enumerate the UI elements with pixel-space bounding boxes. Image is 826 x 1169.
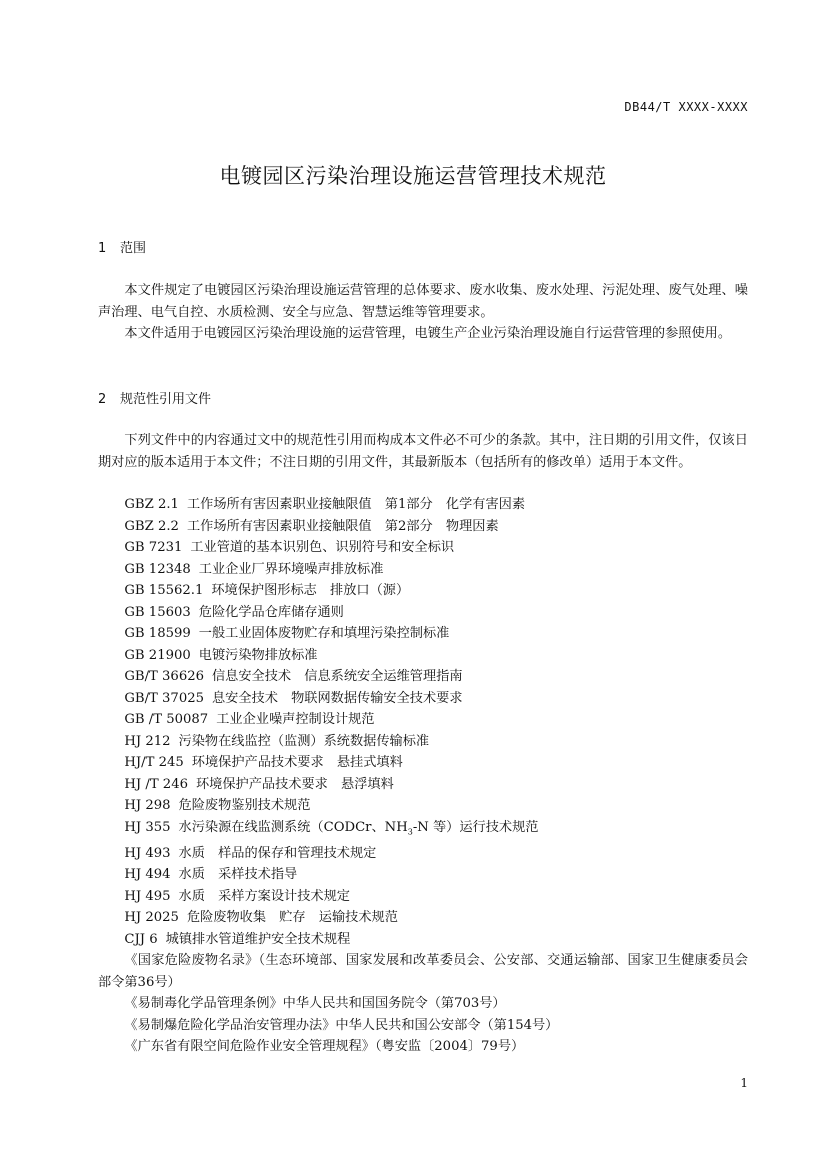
reference-title: 水质 采样技术指导 [178, 867, 298, 883]
section-2-heading [98, 388, 211, 407]
regulation-item: 《广东省有限空间危险作业安全管理规程》（粤安监〔2004〕79号） [124, 1039, 525, 1055]
reference-title: 工业企业噪声控制设计规范 [216, 712, 375, 727]
page-number: 1 [740, 1076, 748, 1090]
reference-code: HJ 495 [124, 888, 171, 904]
reference-item [98, 559, 748, 581]
reference-title: 息安全技术 物联网数据传输安全技术要求 [212, 690, 463, 706]
reference-code: HJ 2025 [124, 910, 179, 926]
document-title: 电镀园区污染治理设施运营管理技术规范 [219, 164, 607, 188]
regulation-item: 《易制爆危险化学品治安管理办法》中华人民共和国公安部令（第154号） [124, 1017, 559, 1033]
reference-title: 危险废物收集 贮存 运输技术规范 [186, 910, 398, 926]
reference-item [98, 752, 748, 774]
reference-title: 污染物在线监控（监测）系统数据传输标准 [178, 733, 430, 749]
normative-references-intro: 下列文件中的内容通过文中的规范性引用而构成本文件必不可少的条款。其中，注日期的引用文件，仅该日期对应的版本适用于本文件；不注日期的引用文件，其最新版本（包括所有的修改单）适用于本文件。 [98, 433, 748, 470]
reference-title [179, 820, 539, 835]
reference-title: 水质 样品的保存和管理技术规定 [178, 845, 377, 861]
reference-code: GBZ 2.2 [124, 518, 179, 534]
reference-item [98, 516, 748, 538]
section-title: 规范性引用文件 [120, 392, 212, 407]
section-number: 2 [98, 392, 107, 407]
reference-item [98, 666, 748, 688]
reference-code: GB 18599 [124, 626, 191, 641]
regulation-item: 《易制毒化学品管理条例》中华人民共和国国务院令（第703号） [124, 996, 506, 1012]
reference-title: 信息安全技术 信息系统安全运维管理指南 [212, 669, 463, 684]
reference-item [98, 602, 748, 624]
reference-code: GB/T 36626 [124, 669, 204, 684]
reference-code: CJJ 6 [124, 931, 158, 947]
reference-item [98, 817, 748, 843]
reference-title: 环境保护产品技术要求 悬挂式填料 [191, 755, 403, 770]
reference-item [98, 494, 748, 516]
reference-code: GB /T 50087 [124, 712, 209, 727]
reference-code: GB 15562.1 [124, 583, 204, 598]
reference-code: HJ 355 [124, 819, 171, 835]
reference-code: HJ/T 245 [124, 755, 184, 770]
reference-item [98, 645, 748, 667]
reference-code: GBZ 2.1 [124, 497, 179, 512]
reference-list [98, 494, 748, 1058]
reference-code: GB 21900 [124, 647, 191, 663]
reference-code: HJ 494 [124, 867, 171, 883]
document-code: DB44/T XXXX-XXXX [624, 100, 748, 114]
reference-title: 工作场所有害因素职业接触限值 第2部分 物理因素 [186, 518, 499, 534]
reference-title: 环境保护图形标志 排放口（源） [211, 583, 410, 598]
regulation-item: 《国家危险废物名录》（生态环境部、国家发展和改革委员会、公安部、交通运输部、国家卫生健康委员会部令第36号） [98, 953, 748, 990]
reference-title: 电镀污染物排放标准 [198, 647, 318, 663]
reference-title-part: 水污染源在线监测系统（CODCr、NH [178, 819, 408, 835]
reference-item [98, 907, 748, 929]
reference-code: HJ 212 [124, 733, 171, 749]
reference-item [98, 623, 748, 645]
reference-item [98, 929, 748, 951]
scope-paragraph-2: 本文件适用于电镀园区污染治理设施的运营管理，电镀生产企业污染治理设施自行运营管理的参照使用。 [124, 326, 732, 341]
reference-code: GB 15603 [124, 604, 191, 620]
reference-title: 工作场所有害因素职业接触限值 第1部分 化学有害因素 [186, 497, 526, 512]
reference-code: HJ 298 [124, 798, 171, 813]
reference-code: GB 7231 [124, 540, 183, 555]
reference-item [98, 886, 748, 908]
reference-title: 工业管道的基本识别色、识别符号和安全标识 [190, 540, 455, 555]
reference-title: 水质 采样方案设计技术规定 [178, 888, 350, 904]
scope-paragraph-1: 本文件规定了电镀园区污染治理设施运营管理的总体要求、废水收集、废水处理、污泥处理、废气处理、噪声治理、电气自控、水质检测、安全与应急、智慧运维等管理要求。 [98, 283, 748, 320]
reference-title: 环境保护产品技术要求 悬浮填料 [195, 776, 394, 792]
section-1-heading [98, 237, 146, 256]
section-title: 范围 [120, 241, 147, 256]
reference-item [98, 709, 748, 731]
reference-item [98, 688, 748, 710]
section-number: 1 [98, 241, 107, 256]
reference-item [98, 843, 748, 865]
reference-item [98, 795, 748, 817]
reference-item [98, 537, 748, 559]
reference-title: 工业企业厂界环境噪声排放标准 [198, 561, 384, 577]
reference-title: 一般工业固体废物贮存和填埋污染控制标准 [198, 626, 450, 641]
reference-code: HJ /T 246 [124, 776, 188, 792]
reference-item [98, 731, 748, 753]
reference-title: 危险化学品仓库储存通则 [198, 604, 344, 620]
reference-code: GB/T 37025 [124, 690, 204, 706]
reference-title: 危险废物鉴别技术规范 [178, 798, 311, 813]
subscript: 3 [407, 827, 413, 837]
reference-title: 城镇排水管道维护安全技术规程 [165, 931, 351, 947]
reference-title-part: -N 等）运行技术规范 [412, 819, 539, 835]
reference-item [98, 864, 748, 886]
reference-item [98, 774, 748, 796]
reference-code: HJ 493 [124, 845, 171, 861]
reference-code: GB 12348 [124, 561, 191, 577]
reference-item [98, 580, 748, 602]
